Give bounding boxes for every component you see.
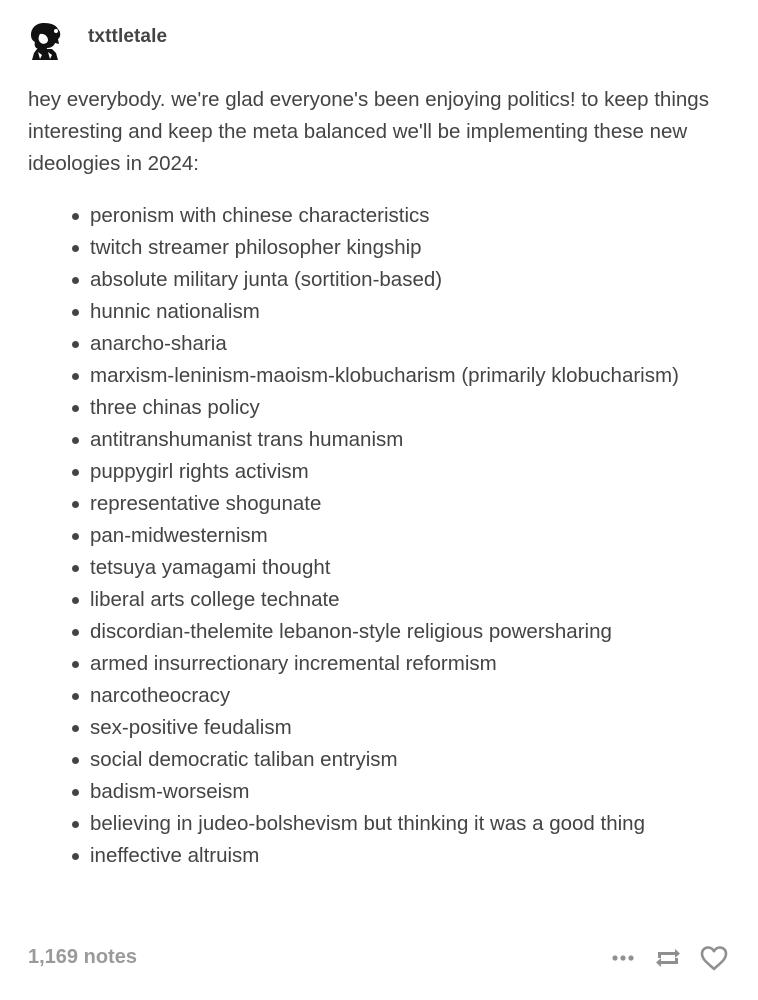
post-footer [28, 940, 730, 976]
post-username[interactable]: txttletale [88, 26, 168, 47]
ideology-list-item: anarcho-sharia [28, 328, 728, 360]
ideology-list-item: liberal arts college technate [28, 584, 728, 616]
ideology-list-item: marxism-leninism-maoism-klobucharism (primarily klobucharism) [28, 360, 728, 392]
ideology-list-item: narcotheocracy [28, 680, 728, 712]
ideology-list-item: ineffective altruism [28, 840, 728, 872]
ideology-list-item: sex-positive feudalism [28, 712, 728, 744]
post-actions [608, 940, 730, 976]
post-header [26, 18, 68, 62]
ideology-list-item: hunnic nationalism [28, 296, 728, 328]
ideology-list-item: badism-worseism [28, 776, 728, 808]
ideology-list-item: armed insurrectionary incremental reformism [28, 648, 728, 680]
ideology-list-item: three chinas policy [28, 392, 728, 424]
post-intro-text: hey everybody. we're glad everyone's been enjoying politics! to keep things interesting and keep the meta balanced we'll be implementing these new ideologies in 2024: [28, 88, 709, 175]
more-options-icon[interactable] [608, 943, 638, 973]
ideology-list-item: tetsuya yamagami thought [28, 552, 728, 584]
reblog-icon[interactable] [652, 942, 684, 974]
ideology-list-item: absolute military junta (sortition-based) [28, 264, 728, 296]
ideology-list-item: pan-midwesternism [28, 520, 728, 552]
ideology-list-item: peronism with chinese characteristics [28, 200, 728, 232]
ideology-list-item: believing in judeo-bolshevism but thinking it was a good thing [28, 808, 728, 840]
silhouette-avatar-icon[interactable] [26, 19, 68, 61]
like-heart-icon[interactable] [698, 942, 730, 974]
ideology-list-item: twitch streamer philosopher kingship [28, 232, 728, 264]
ideology-list-item: representative shogunate [28, 488, 728, 520]
ideology-list [28, 200, 728, 872]
ideology-list-item: antitranshumanist trans humanism [28, 424, 728, 456]
notes-count[interactable]: 1,169 notes [28, 946, 137, 968]
ideology-list-item: puppygirl rights activism [28, 456, 728, 488]
ideology-list-item: discordian-thelemite lebanon-style religious powersharing [28, 616, 728, 648]
ideology-list-item: social democratic taliban entryism [28, 744, 728, 776]
